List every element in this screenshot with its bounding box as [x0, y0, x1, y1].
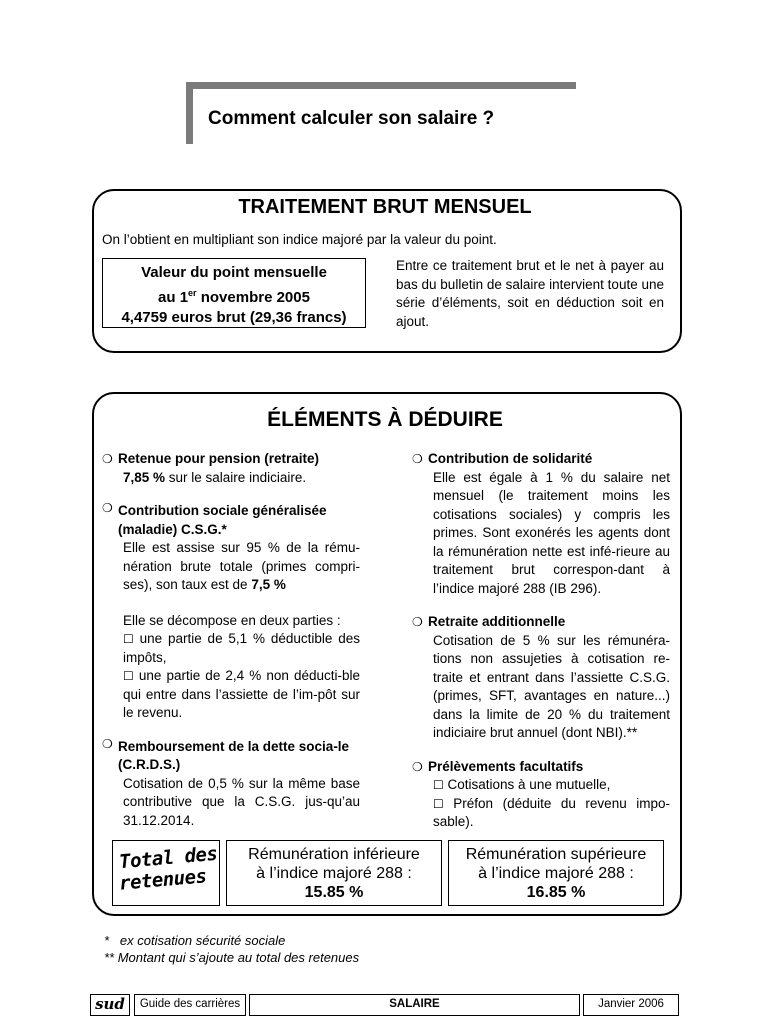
csg-desc: Elle est assise sur 95 % de la rému-nération brute totale (primes compri-ses), son taux est de — [123, 540, 360, 592]
crds-title-row — [102, 738, 360, 775]
total-low-box — [226, 840, 442, 906]
pension-title: Retenue pour pension (retraite) — [118, 451, 320, 466]
total-logo-line2: retenues — [118, 865, 208, 895]
deductions-title: ÉLÉMENTS À DÉDUIRE — [267, 408, 503, 431]
checkbox-icon: ☐ — [123, 669, 134, 683]
facultatifs-title-row — [412, 758, 670, 777]
sud-logo: sud — [90, 994, 130, 1016]
footer-section: SALAIRE — [249, 994, 580, 1016]
total-low-line2: à l’indice majoré 288 : — [256, 865, 412, 882]
header-bar-left — [186, 82, 193, 144]
facultatifs-item2-text: Préfon (déduite du revenu impo-sable). — [433, 795, 670, 829]
point-line3: 4,4759 euros brut (29,36 francs) — [121, 309, 347, 326]
circle-bullet-icon: ❍ — [412, 615, 423, 629]
csg-title-row — [102, 502, 360, 539]
crds-title: Remboursement de la dette socia-le (C.R.D.S.) — [118, 738, 350, 772]
footnotes — [104, 932, 359, 966]
total-retenues-logo — [112, 840, 220, 906]
circle-bullet-icon: ❍ — [102, 501, 113, 515]
pension-title-row — [102, 450, 360, 469]
circle-bullet-icon: ❍ — [102, 736, 113, 751]
brut-explanation: Entre ce traitement brut et le net à payer au bas du bulletin de salaire intervient toute une série d’éléments, soit en déduction soit en ajout. — [396, 258, 664, 329]
csg-item — [102, 502, 360, 723]
csg-part1 — [102, 630, 360, 667]
crds-item — [102, 738, 360, 831]
csg-rate: 7,5 % — [251, 577, 286, 592]
total-logo-line1: Total des — [118, 842, 219, 874]
facultatifs-item1 — [412, 776, 670, 795]
deductions-right-column — [412, 450, 670, 847]
footer-date: Janvier 2006 — [583, 994, 679, 1016]
csg-part1-text: une partie de 5,1 % déductible des impôts, — [123, 631, 360, 665]
header-bar-top — [186, 82, 576, 89]
total-low-line1: Rémunération inférieure — [248, 846, 420, 863]
pension-desc: sur le salaire indiciaire. — [165, 469, 307, 485]
point-line2-pre: au 1 — [158, 289, 189, 306]
pension-text — [102, 469, 360, 488]
total-low-value: 15.85 % — [304, 884, 364, 901]
retraite-add-title: Retraite additionnelle — [428, 614, 566, 629]
pension-rate: 7,85 % — [123, 469, 166, 485]
point-line1: Valeur du point mensuelle — [141, 264, 327, 281]
facultatifs-item1-text: Cotisations à une mutuelle, — [443, 777, 611, 792]
total-high-line1: Rémunération supérieure — [465, 846, 647, 863]
solidarite-text: Elle est égale à 1 % du salaire net mensuel (le traitement moins les cotisations sociales) y compris les primes. Sont exonérés les agents dont la rémunération nette est infé-rieure au traitement brut correspon-dant à l’indice majoré 288 (IB 296). — [433, 469, 670, 596]
circle-bullet-icon: ❍ — [102, 452, 113, 466]
checkbox-icon: ☐ — [433, 778, 444, 792]
circle-bullet-icon: ❍ — [412, 452, 423, 466]
retraite-add-title-row — [412, 613, 670, 632]
footnote-2: ** Montant qui s’ajoute au total des retenues — [104, 950, 360, 965]
facultatifs-title: Prélèvements facultatifs — [428, 758, 584, 774]
csg-title: Contribution sociale généralisée (maladie) C.S.G.* — [118, 503, 327, 537]
retraite-add-text: Cotisation de 5 % sur les rémunéra-tions non assujeties à cotisation re-traite et entrant dans l’assiette C.S.G. (primes, SFT, avantages en nature...) dans la limite de 20 % du traitement indiciaire brut annuel (dont NBI).** — [433, 632, 670, 740]
footer-guide: Guide des carrières — [134, 994, 246, 1016]
checkbox-icon: ☐ — [433, 796, 444, 811]
total-high-line2: à l’indice majoré 288 : — [478, 865, 634, 882]
retraite-add-item — [412, 613, 670, 743]
csg-part2-text: une partie de 2,4 % non déducti-ble qui entre dans l’assiette de l’im-pôt sur le revenu. — [123, 668, 360, 720]
csg-decomp: Elle se décompose en deux parties : — [123, 612, 341, 628]
deductions-left-column — [102, 450, 360, 845]
total-high-box — [448, 840, 664, 906]
brut-intro: On l’obtient en multipliant son indice majoré par la valeur du point. — [102, 232, 497, 247]
checkbox-icon: ☐ — [123, 632, 134, 646]
point-line2-post: novembre 2005 — [196, 289, 310, 306]
footnote-1: * ex cotisation sécurité sociale — [104, 933, 286, 948]
solidarite-item — [412, 450, 670, 598]
solidarite-title-row — [412, 450, 670, 469]
circle-bullet-icon: ❍ — [412, 759, 423, 774]
point-line2-sup: er — [188, 288, 197, 298]
page-title: Comment calculer son salaire ? — [208, 108, 495, 129]
csg-part2 — [102, 667, 360, 723]
facultatifs-item2 — [412, 795, 670, 832]
csg-text — [102, 539, 360, 595]
pension-item — [102, 450, 360, 487]
brut-title: TRAITEMENT BRUT MENSUEL — [238, 196, 532, 218]
crds-text: Cotisation de 0,5 % sur la même base contributive que la C.S.G. jus-qu’au 31.12.2014. — [123, 775, 360, 828]
point-value-box — [102, 258, 366, 328]
total-high-value: 16.85 % — [526, 884, 586, 901]
facultatifs-item — [412, 758, 670, 832]
solidarite-title: Contribution de solidarité — [428, 451, 593, 466]
point-line2 — [103, 283, 365, 308]
